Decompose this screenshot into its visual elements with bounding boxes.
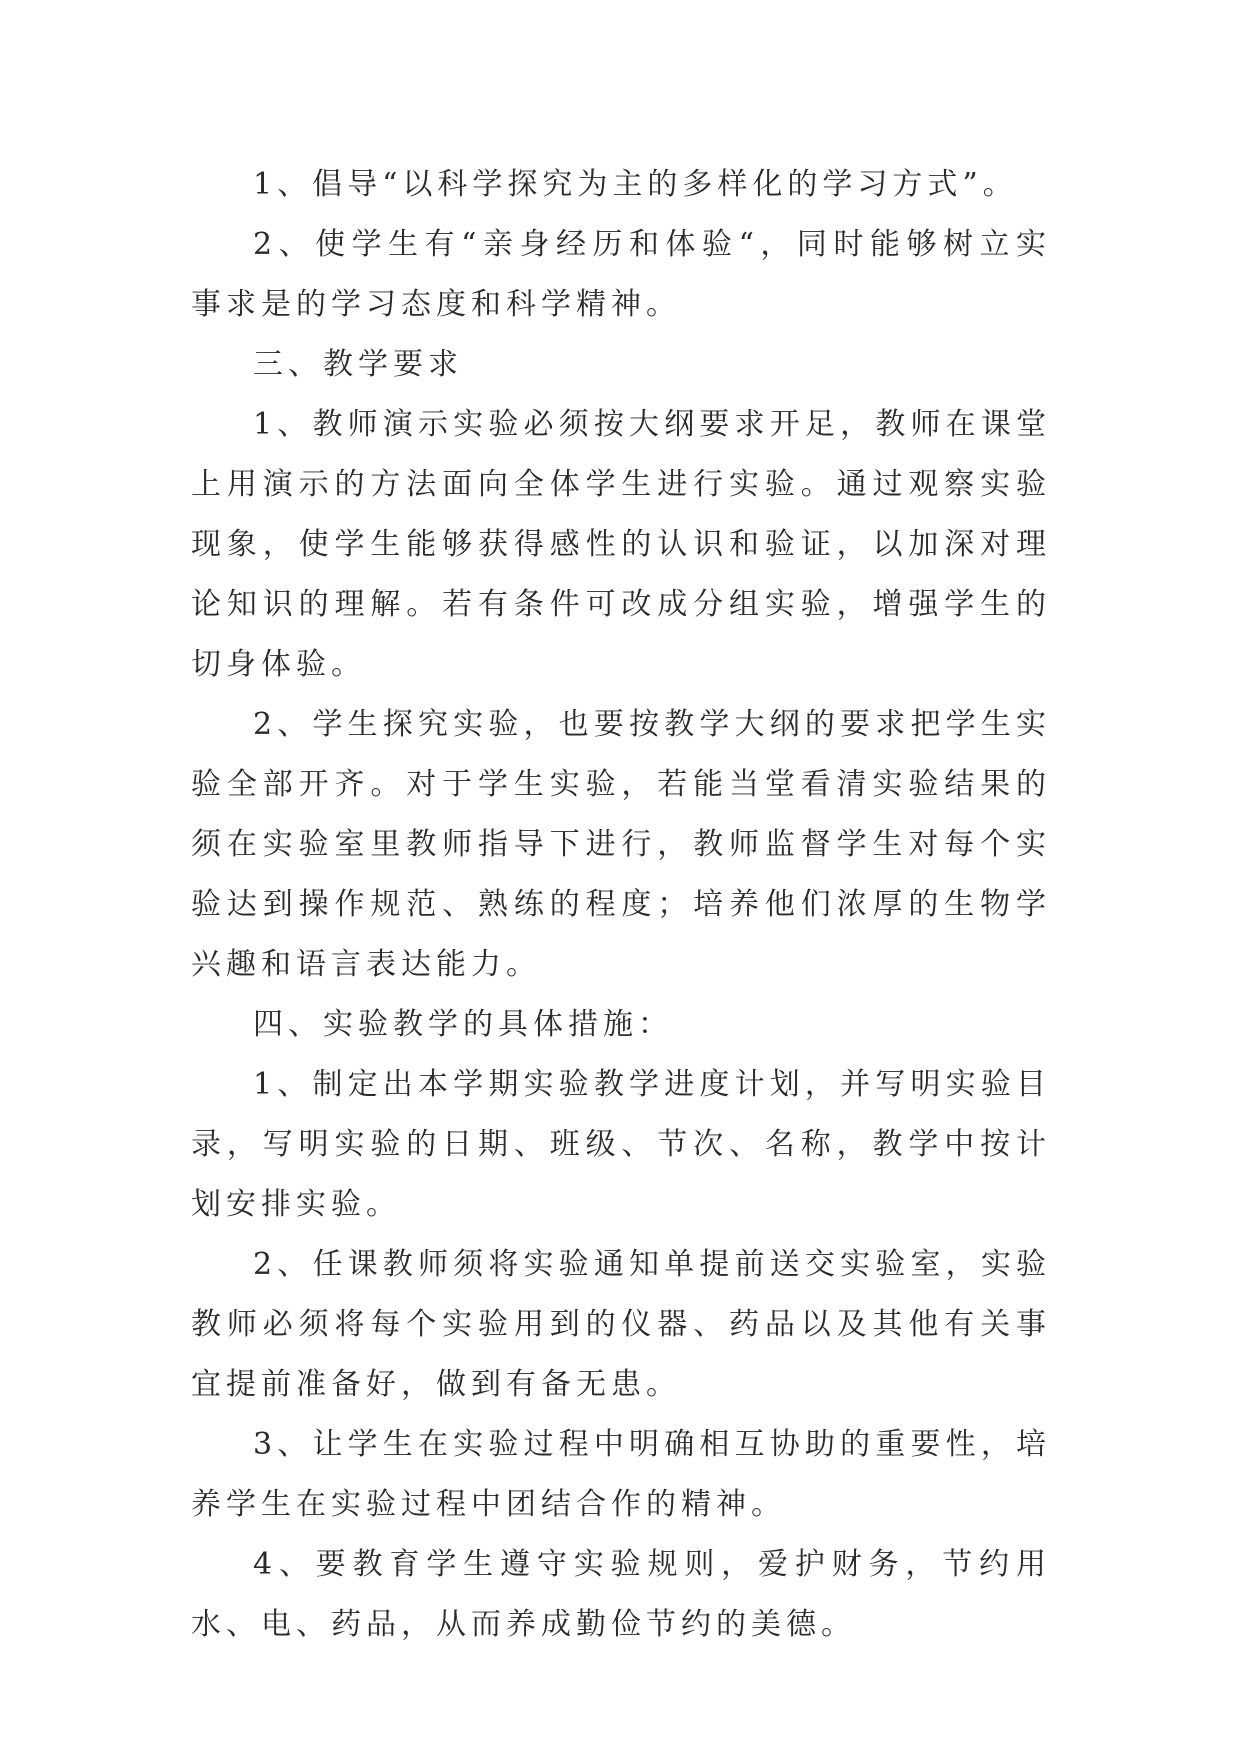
paragraph-measure-3: 3、让学生在实验过程中明确相互协助的重要性，培养学生在实验过程中团结合作的精神。 <box>191 1427 1051 1522</box>
paragraph-requirement-1: 1、教师演示实验必须按大纲要求开足，教师在课堂上用演示的方法面向全体学生进行实验。通过观察实验现象，使学生能够获得感性的认识和验证，以加深对理论知识的理解。若有条件可改成分组实验，增强学生的切身体验。 <box>191 407 1051 682</box>
paragraph-measure-1: 1、制定出本学期实验教学进度计划，并写明实验目录，写明实验的日期、班级、节次、名称，教学中按计划安排实验。 <box>191 1067 1051 1222</box>
section-heading-specific-measures: 四、实验教学的具体措施： <box>253 1007 673 1042</box>
paragraph-goal-2: 2、使学生有“亲身经历和体验“，同时能够树立实事求是的学习态度和科学精神。 <box>191 227 1051 322</box>
paragraph-requirement-2: 2、学生探究实验，也要按教学大纲的要求把学生实验全部开齐。对于学生实验，若能当堂看清实验结果的须在实验室里教师指导下进行，教师监督学生对每个实验达到操作规范、熟练的程度；培养他们浓厚的生物学兴趣和语言表达能力。 <box>191 707 1051 982</box>
paragraph-goal-1: 1、倡导“以科学探究为主的多样化的学习方式”。 <box>253 167 1018 202</box>
paragraph-measure-2: 2、任课教师须将实验通知单提前送交实验室，实验教师必须将每个实验用到的仪器、药品以及其他有关事宜提前准备好，做到有备无患。 <box>191 1247 1051 1402</box>
paragraph-measure-4: 4、要教育学生遵守实验规则，爱护财务，节约用水、电、药品，从而养成勤俭节约的美德。 <box>191 1547 1051 1642</box>
section-heading-teaching-requirements: 三、教学要求 <box>253 347 463 382</box>
document-body <box>191 155 1051 1655</box>
